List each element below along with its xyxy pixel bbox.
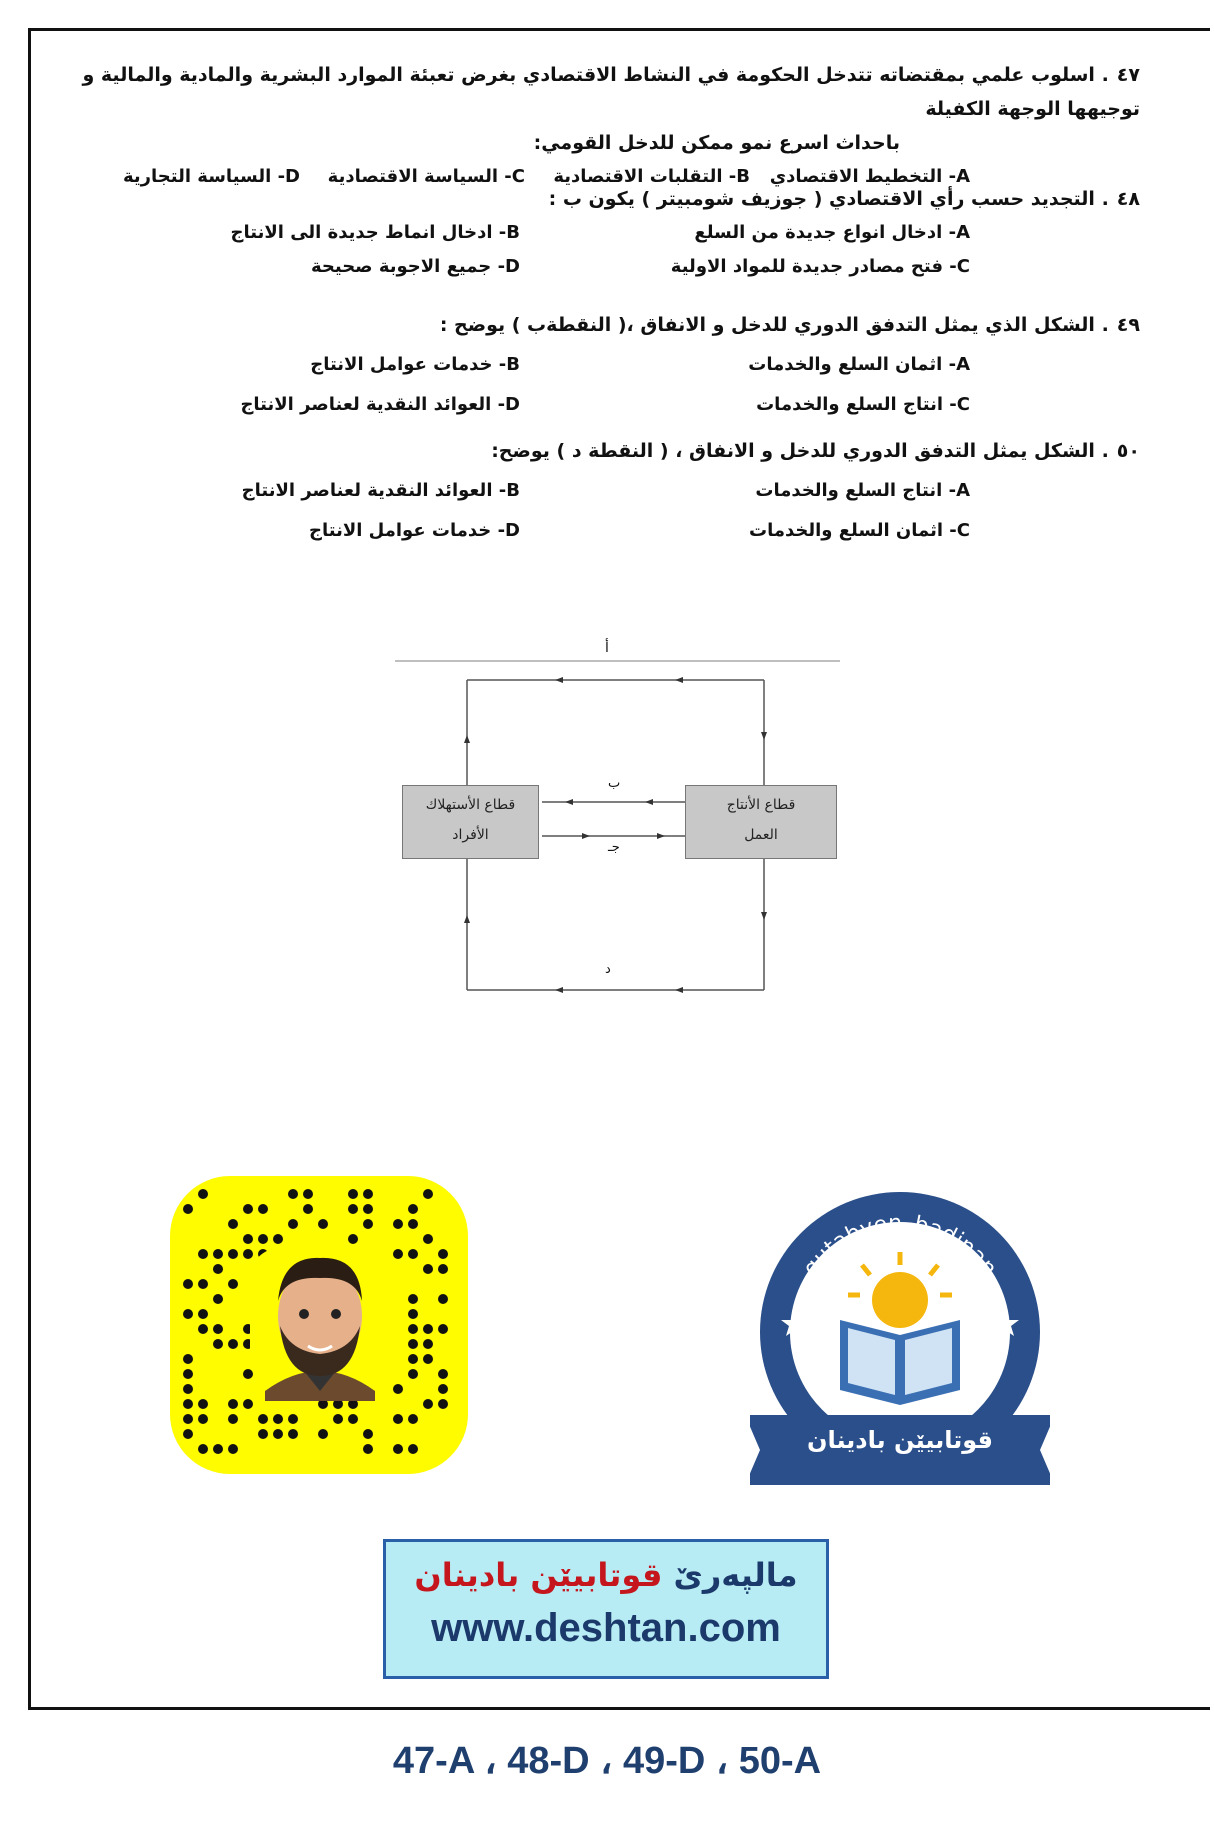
question-50-options-row2: [60, 514, 1140, 548]
question-49-options-row2: [60, 388, 1140, 422]
website-banner[interactable]: [383, 1539, 829, 1679]
question-50-text: ٥٠. الشكل يمثل التدفق الدوري للدخل و الانفاق ، ( النقطة د ) يوضح:: [491, 440, 1140, 462]
consumption-sector-box: قطاع الأستهلاك الأفراد: [402, 785, 539, 859]
option-d[interactable]: D- خدمات عوامل الانتاج: [309, 520, 520, 541]
point-label-c: جـ: [608, 840, 620, 855]
option-a[interactable]: A- التخطيط الاقتصادي: [769, 166, 970, 187]
qutabyen-badinan-logo: [750, 1190, 1050, 1490]
logo-ring-text: qutabyen_badinan: [798, 1210, 1002, 1281]
option-b[interactable]: B- العوائد النقدية لعناصر الانتاج: [241, 480, 520, 501]
question-50-options-row1: [60, 474, 1140, 508]
question-48: [60, 182, 1140, 284]
option-c[interactable]: C- السياسة الاقتصادية: [327, 166, 525, 187]
option-c[interactable]: C- فتح مصادر جديدة للمواد الاولية: [670, 256, 970, 277]
banner-title: مالپەرێ قوتابيێن بادينان: [414, 1556, 798, 1594]
answer-key: 47-A ، 48-D ، 49-D ، 50-A: [392, 1740, 822, 1782]
production-sector-box: قطاع الأنتاج العمل: [685, 785, 837, 859]
question-47-text-cont: باحداث اسرع نمو ممكن للدخل القومي:: [533, 132, 900, 154]
option-b[interactable]: B- خدمات عوامل الانتاج: [310, 354, 520, 375]
circular-flow-diagram: [395, 640, 845, 1010]
option-b[interactable]: B- ادخال انماط جديدة الى الانتاج: [230, 222, 520, 243]
option-a[interactable]: A- اثمان السلع والخدمات: [748, 354, 970, 375]
question-number: ٤٧: [1116, 64, 1140, 86]
snapcode-icon: [170, 1176, 468, 1474]
option-c[interactable]: C- انتاج السلع والخدمات: [756, 394, 970, 415]
point-label-d: د: [605, 962, 611, 977]
question-49-text: ٤٩. الشكل الذي يمثل التدفق الدوري للدخل و الانفاق ،( النقطةب ) يوضح :: [439, 314, 1140, 336]
question-49: [60, 308, 1140, 422]
logo-name: قوتابيێن بادينان: [807, 1426, 993, 1454]
snapchat-code: [170, 1176, 468, 1474]
option-d[interactable]: D- السياسة التجارية: [123, 166, 300, 187]
banner-url[interactable]: www.deshtan.com: [431, 1606, 781, 1650]
point-label-b: ب: [608, 776, 621, 791]
option-b[interactable]: B- التقلبات الاقتصادية: [553, 166, 750, 187]
question-47-text: ٤٧. اسلوب علمي بمقتضاته تتدخل الحكومة في النشاط الاقتصادي بغرض تعبئة الموارد البشرية والمادية والمالية و توجيهها الوجهة الكفيلة: [60, 58, 1140, 126]
option-a[interactable]: A- ادخال انواع جديدة من السلع: [694, 222, 970, 243]
option-a[interactable]: A- انتاج السلع والخدمات: [755, 480, 970, 501]
question-49-options-row1: [60, 348, 1140, 382]
question-47: [60, 58, 1140, 194]
question-50: [60, 434, 1140, 548]
option-d[interactable]: D- العوائد النقدية لعناصر الانتاج: [240, 394, 520, 415]
question-48-text: ٤٨. التجديد حسب رأي الاقتصادي ( جوزيف شومبيتر ) يكون ب :: [548, 188, 1140, 210]
point-label-a: أ: [605, 640, 609, 656]
option-d[interactable]: D- جميع الاجوبة صحيحة: [310, 256, 520, 277]
question-48-options-row2: [60, 250, 1140, 284]
question-48-options-row1: [60, 216, 1140, 250]
option-c[interactable]: C- اثمان السلع والخدمات: [748, 520, 970, 541]
